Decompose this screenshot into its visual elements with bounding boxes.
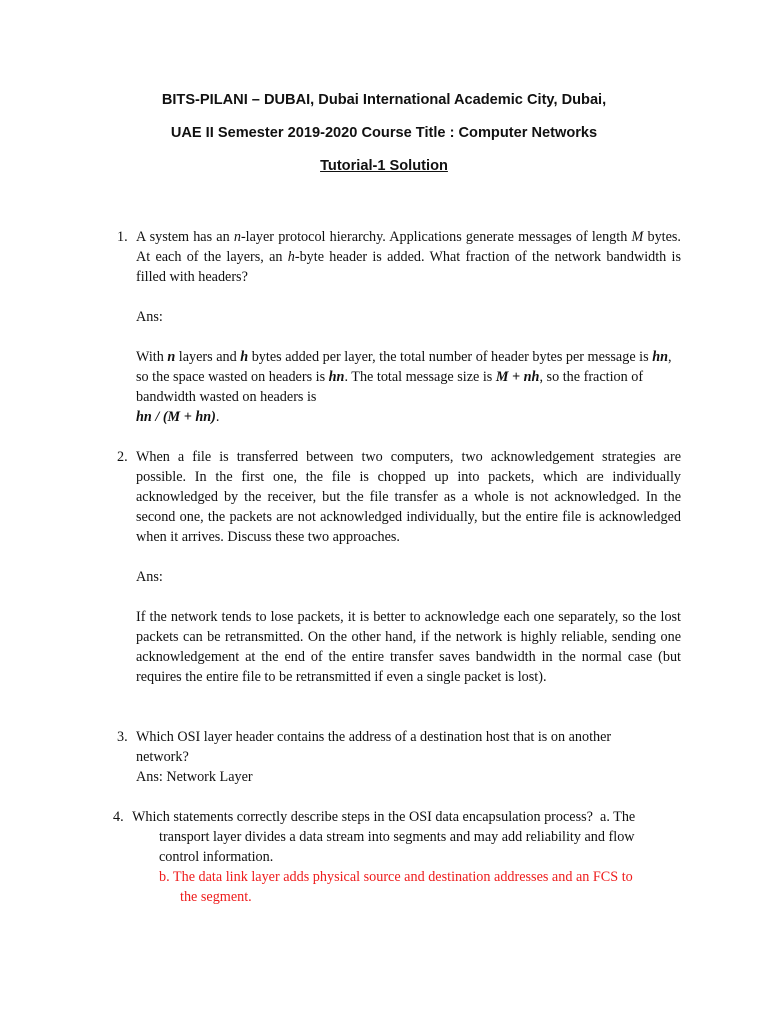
question-4-number: 4. [113,809,124,825]
question-3-number: 3. [117,729,128,745]
question-1: 1. A system has an n-layer protocol hierarchy. Applications generate messages of length M bytes. At each of the layers, an h-byte header is added. What fraction of the network bandwidth is filled with headers? [117,229,681,285]
tutorial-title: Tutorial-1 Solution [320,158,448,174]
question-4: 4. Which statements correctly describe steps in the OSI data encapsulation process? a. The [113,809,636,825]
question-3: 3. Which OSI layer header contains the address of a destination host that is on another network? Ans: Network Layer [117,729,612,785]
question-2-number: 2. [117,449,128,465]
option-a: transport layer divides a data stream into segments and may add reliability and flow control information. [159,829,635,865]
question-2: 2. When a file is transferred between two computers, two acknowledgement strategies are possible. In the first one, the file is chopped up into packets, which are individually acknowledged by the receiver, but the file transfer as a whole is not acknowledged. In the second one, the packets are not acknowledged individually, but the entire file is acknowledged when it arrives. Discuss these two approaches. [117,449,681,545]
question-1-ans-label: Ans: [136,309,163,325]
question-2-ans-label: Ans: [136,569,163,585]
question-1-number: 1. [117,229,128,245]
option-b-continuation: the segment. [180,889,252,905]
question-3-answer: Ans: Network Layer [136,769,253,785]
option-b-correct: b. The data link layer adds physical source and destination addresses and an FCS to [159,869,633,885]
question-2-answer: If the network tends to lose packets, it is better to acknowledge each one separately, so the lost packets can be retransmitted. On the other hand, if the network is highly reliable, sending one acknowledgement at the end of the entire transfer saves bandwidth in the normal case (but requires the entire file to be retransmitted if even a single packet is lost). [136,609,681,685]
institution-heading: BITS-PILANI – DUBAI, Dubai International Academic City, Dubai, [161,92,607,108]
question-1-answer: With n layers and h bytes added per layer, the total number of header bytes per message is hn, so the space wasted on headers is hn. The total message size is M + nh, so the fraction of bandwidth wasted on headers is hn / (M + hn). [136,349,672,425]
semester-course-heading: UAE II Semester 2019-2020 Course Title : Computer Networks [170,125,598,141]
fraction-formula: hn / (M + hn) [136,409,216,425]
